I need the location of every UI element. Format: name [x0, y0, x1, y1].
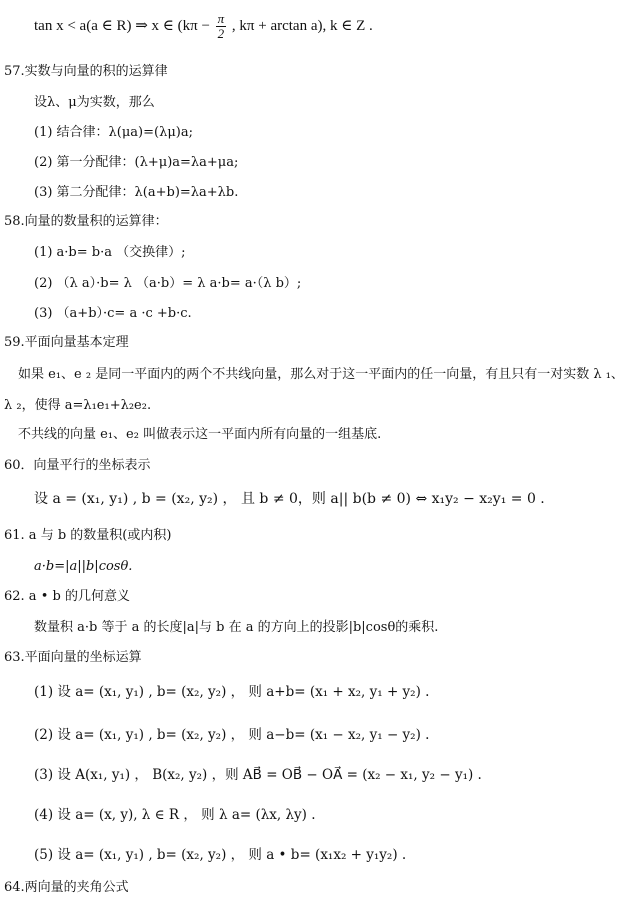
section-58-item-2: (2) （λ a）·b= λ （a·b）= λ a·b= a·（λ b）; [34, 276, 302, 291]
top-formula-lhs: tan x < a(a ∈ R) ⇒ x ∈ (kπ − [34, 17, 210, 34]
section-58-item-1: (1) a·b= b·a （交换律）; [34, 245, 186, 260]
section-58-title: 58.向量的数量积的运算律： [4, 214, 168, 229]
section-59-paragraph-1: 如果 e₁、e ₂ 是同一平面内的两个不共线向量，那么对于这一平面内的任一向量，有且只有一对实数 λ ₁、 [18, 367, 624, 382]
section-63-item-3: (3) 设 A(x₁, y₁) ， B(x₂, y₂) ，则 AB⃗ = OB⃗ − OA⃗ = (x₂ − x₁, y₂ − y₁) . [34, 767, 482, 783]
section-59-title: 59.平面向量基本定理 [4, 335, 129, 350]
section-64-title: 64.两向量的夹角公式 [4, 880, 129, 895]
section-60-formula: 设 a = (x₁, y₁) , b = (x₂, y₂) ， 且 b ≠ 0，则 a|| b(b ≠ 0) ⇔ x₁y₂ − x₂y₁ = 0 . [34, 491, 545, 507]
pi-over-2-fraction [216, 12, 227, 41]
section-57-item-2: (2) 第一分配律：(λ+μ)a=λa+μa; [34, 155, 239, 170]
section-60-title: 60．向量平行的坐标表示 [4, 458, 151, 473]
section-63-item-2: (2) 设 a= (x₁, y₁) , b= (x₂, y₂) ， 则 a−b= (x₁ − x₂, y₁ − y₂) . [34, 727, 430, 743]
section-59-paragraph-3: 不共线的向量 e₁、e₂ 叫做表示这一平面内所有向量的一组基底. [18, 427, 382, 442]
top-formula-rhs: , kπ + arctan a), k ∈ Z . [231, 17, 373, 34]
section-63-item-1: (1) 设 a= (x₁, y₁) , b= (x₂, y₂) ， 则 a+b= (x₁ + x₂, y₁ + y₂) . [34, 684, 430, 700]
section-62-title: 62. a • b 的几何意义 [4, 589, 130, 604]
section-59-paragraph-2: λ ₂，使得 a=λ₁e₁+λ₂e₂. [4, 398, 152, 413]
section-61-title: 61. a 与 b 的数量积(或内积) [4, 528, 172, 543]
section-61-formula: a·b=|a||b|cosθ. [34, 559, 133, 574]
section-57-intro: 设λ、μ为实数，那么 [34, 95, 155, 110]
section-63-item-5: (5) 设 a= (x₁, y₁) , b= (x₂, y₂) ， 则 a • b= (x₁x₂ + y₁y₂) . [34, 847, 407, 863]
fraction-numerator: π [217, 11, 225, 26]
fraction-denominator: 2 [217, 26, 225, 41]
section-57-title: 57.实数与向量的积的运算律 [4, 64, 168, 79]
section-57-item-3: (3) 第二分配律：λ(a+b)=λa+λb. [34, 185, 239, 200]
section-63-item-4: (4) 设 a= (x, y), λ ∈ R ， 则 λ a= (λx, λy) . [34, 807, 316, 823]
section-63-title: 63.平面向量的坐标运算 [4, 650, 142, 665]
section-62-text: 数量积 a·b 等于 a 的长度|a|与 b 在 a 的方向上的投影|b|cosθ的乘积. [34, 620, 439, 635]
section-58-item-3: (3) （a+b）·c= a ·c +b·c. [34, 306, 192, 321]
top-formula [34, 12, 373, 41]
section-57-item-1: (1) 结合律：λ(μa)=(λμ)a; [34, 125, 193, 140]
